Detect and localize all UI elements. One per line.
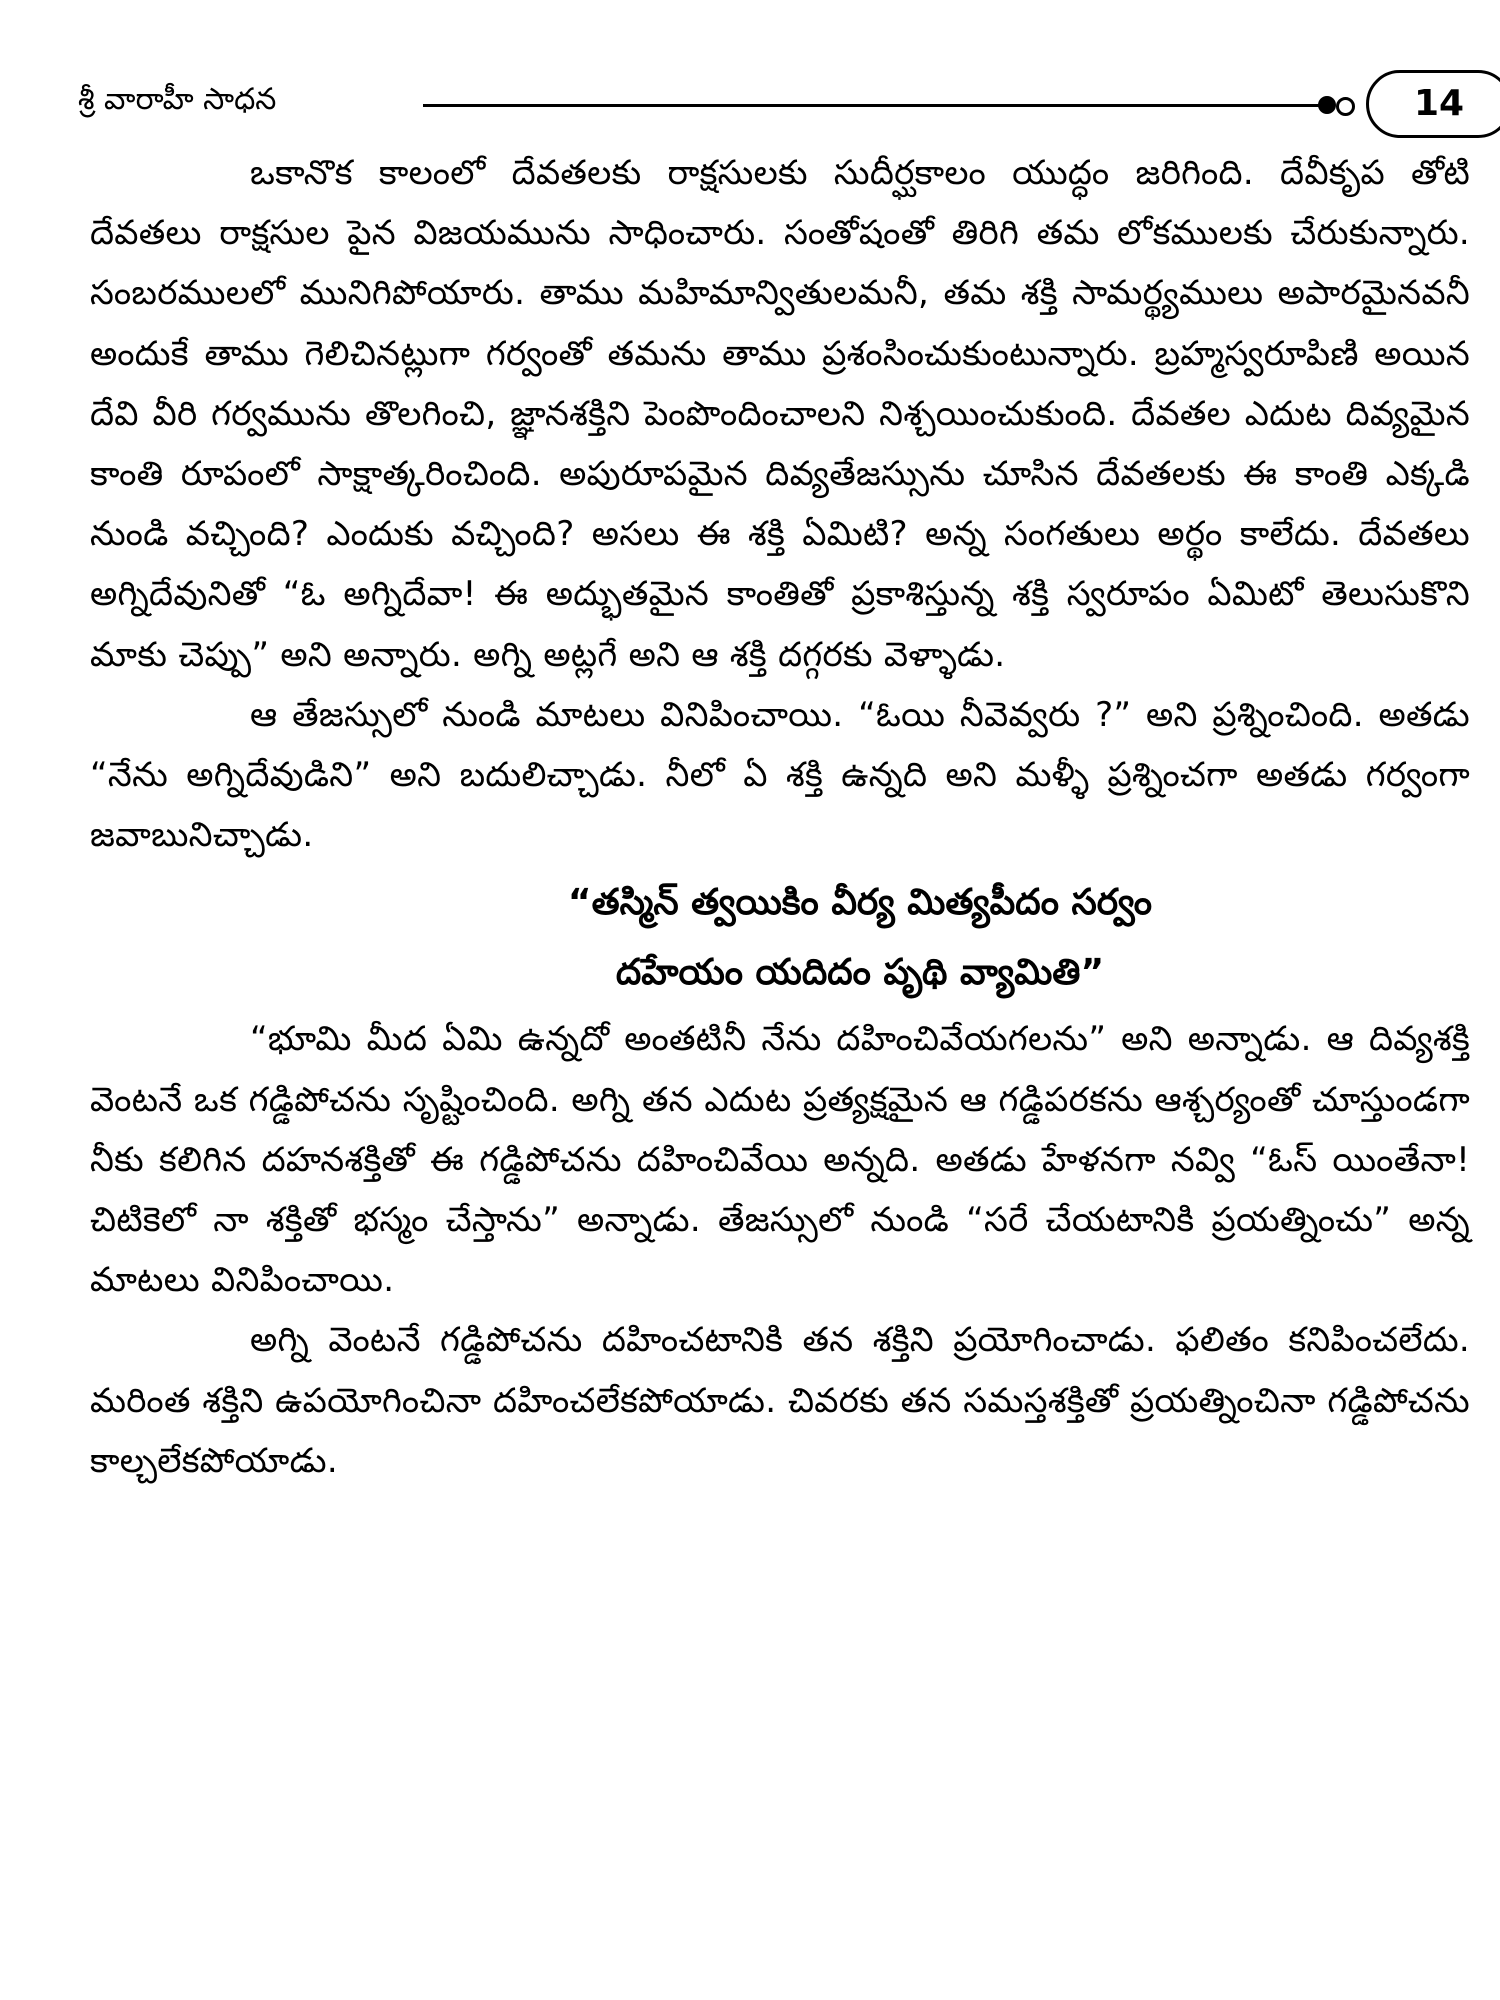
page-body — [90, 143, 1470, 1491]
paragraph-1: ఒకానొక కాలంలో దేవతలకు రాక్షసులకు సుదీర్ఘకాలం యుద్ధం జరిగింది. దేవీకృప తోటి దేవతలు రాక్షసుల పైన విజయమును సాధించారు. సంతోషంతో తిరిగి తమ లోకములకు చేరుకున్నారు. సంబరములలో మునిగిపోయారు. తాము మహిమాన్వితులమనీ, తమ శక్తి సామర్థ్యములు అపారమైనవనీ అందుకే తాము గెలిచినట్లుగా గర్వంతో తమను తాము ప్రశంసించుకుంటున్నారు. బ్రహ్మస్వరూపిణి అయిన దేవి వీరి గర్వమును తొలగించి, జ్ఞానశక్తిని పెంపొందించాలని నిశ్చయించుకుంది. దేవతల ఎదుట దివ్యమైన కాంతి రూపంలో సాక్షాత్కరించింది. అపురూపమైన దివ్యతేజస్సును చూసిన దేవతలకు ఈ కాంతి ఎక్కడి నుండి వచ్చింది? ఎందుకు వచ్చింది? అసలు ఈ శక్తి ఏమిటి? అన్న సంగతులు అర్థం కాలేదు. దేవతలు అగ్నిదేవునితో “ఓ అగ్నిదేవా! ఈ అద్భుతమైన కాంతితో ప్రకాశిస్తున్న శక్తి స్వరూపం ఏమిటో తెలుసుకొని మాకు చెప్పు” అని అన్నారు. అగ్ని అట్లగే అని ఆ శక్తి దగ్గరకు వెళ్ళాడు. — [90, 153, 1470, 675]
page-header — [78, 70, 1468, 140]
paragraph-3: “భూమి మీద ఏమి ఉన్నదో అంతటినీ నేను దహించివేయగలను” అని అన్నాడు. ఆ దివ్యశక్తి వెంటనే ఒక గడ్డిపోచను సృష్టించింది. అగ్ని తన ఎదుట ప్రత్యక్షమైన ఆ గడ్డిపరకను ఆశ్చర్యంతో చూస్తుండగా నీకు కలిగిన దహనశక్తితో ఈ గడ్డిపోచను దహించివేయి అన్నది. అతడు హేళనగా నవ్వి “ఓస్ యింతేనా! చిటికెలో నా శక్తితో భస్మం చేస్తాను” అన్నాడు. తేజస్సులో నుండి “సరే చేయటానికి ప్రయత్నించు” అన్న మాటలు వినిపించాయి. — [90, 1019, 1470, 1301]
verse-line-2: దహేయం యదిదం పృథి వ్యామితి” — [615, 952, 1105, 994]
page-number: 14 — [1366, 70, 1500, 138]
ornament-ring-left — [1336, 97, 1355, 116]
book-title: శ్రీ వారాహీ సాధన — [78, 82, 277, 117]
paragraph-2: ఆ తేజస్సులో నుండి మాటలు వినిపించాయి. “ఓయి నీవెవ్వరు ?” అని ప్రశ్నించింది. అతడు “నేను అగ్నిదేవుడిని” అని బదులిచ్చాడు. నీలో ఏ శక్తి ఉన్నది అని మళ్ళీ ప్రశ్నించగా అతడు గర్వంగా జవాబునిచ్చాడు. — [90, 694, 1470, 856]
header-rule — [423, 104, 1320, 107]
paragraph-4: అగ్ని వెంటనే గడ్డిపోచను దహించటానికి తన శక్తిని ప్రయోగించాడు. ఫలితం కనిపించలేదు. మరింత శక్తిని ఉపయోగించినా దహించలేకపోయాడు. చివరకు తన సమస్తశక్తితో ప్రయత్నించినా గడ్డిపోచను కాల్చలేకపోయాడు. — [90, 1320, 1470, 1481]
verse-line-1: “తస్మిన్ త్వయికిం వీర్య మిత్యపీదం సర్వం — [567, 882, 1153, 924]
ornament-dot — [1318, 96, 1336, 114]
